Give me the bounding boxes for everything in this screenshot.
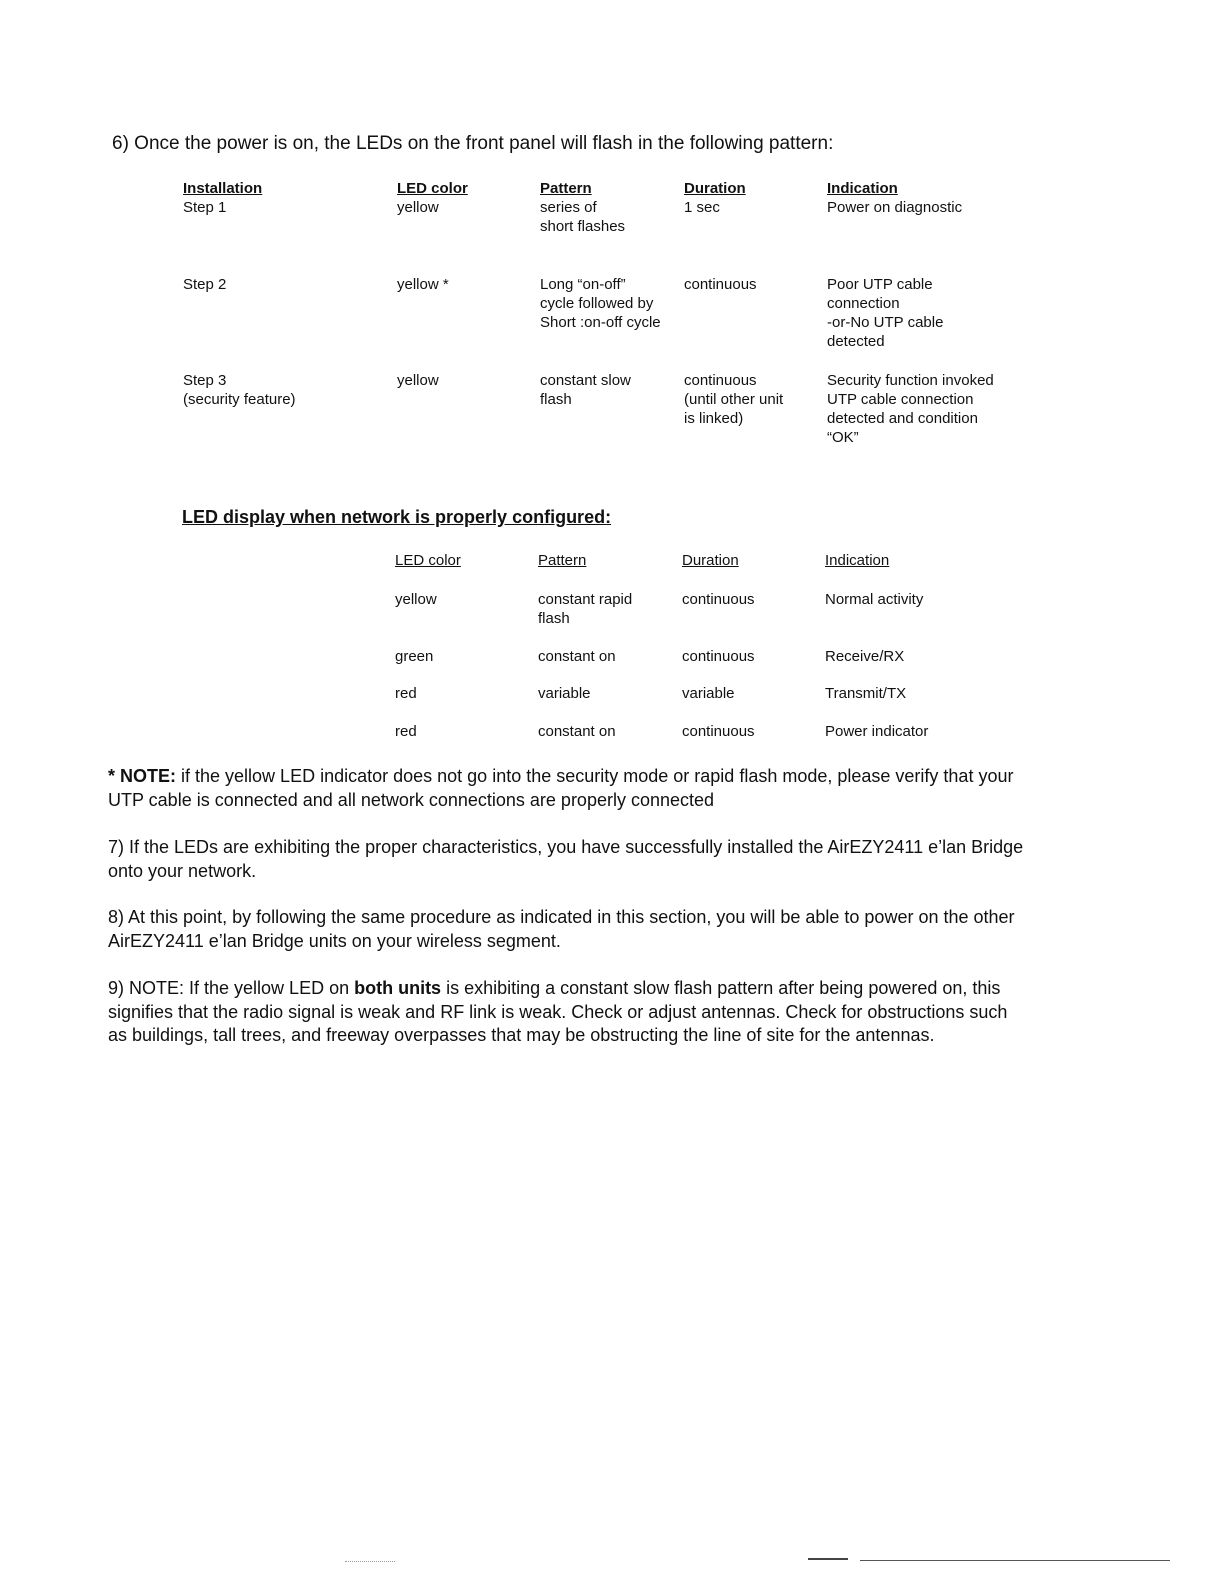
cell-color-line: green — [395, 648, 434, 665]
cell-color-line: red — [395, 685, 417, 702]
cell-step — [183, 371, 383, 409]
cell-pattern-line: series of — [540, 199, 597, 216]
cell-color — [395, 590, 525, 609]
cell-step-line: Step 2 — [183, 276, 227, 293]
cell-indication — [825, 590, 1025, 609]
footer-scan-mark — [345, 1561, 395, 1562]
cell-duration-line: (until other unit — [684, 391, 784, 408]
header-pattern: Pattern — [538, 552, 587, 569]
cell-indication — [825, 722, 1025, 741]
note-text: if the yellow LED indicator does not go into the security mode or rapid flash mode, please verify that your UTP cable is connected and all network connections are properly connected — [108, 766, 1014, 810]
note-paragraph — [108, 765, 1028, 812]
paragraph-9 — [108, 977, 1028, 1048]
cell-pattern-line: Short :on-off cycle — [540, 314, 661, 331]
cell-pattern-line: constant slow — [540, 372, 631, 389]
cell-indication-line: connection — [827, 295, 900, 312]
cell-indication-line: UTP cable connection — [827, 391, 974, 408]
cell-indication-line: Security function invoked — [827, 372, 994, 389]
cell-step — [183, 275, 383, 294]
network-section-title: LED display when network is properly configured: — [182, 507, 612, 527]
cell-duration-line: continuous — [684, 372, 757, 389]
cell-color-line: yellow — [397, 372, 439, 389]
paragraph-7: 7) If the LEDs are exhibiting the proper characteristics, you have successfully installed the AirEZY2411 e’lan Bridge onto your network. — [108, 837, 1024, 881]
para9-before: 9) NOTE: If the yellow LED on — [108, 978, 355, 998]
cell-pattern — [540, 198, 680, 236]
cell-pattern-line: flash — [538, 610, 570, 627]
cell-pattern-line: constant on — [538, 648, 616, 665]
cell-pattern — [540, 371, 680, 409]
header-installation: Installation — [183, 180, 263, 197]
cell-duration-line: continuous — [682, 723, 755, 740]
cell-pattern-line: constant rapid — [538, 591, 633, 608]
cell-indication — [825, 647, 1025, 666]
cell-duration — [682, 684, 812, 703]
cell-duration — [684, 275, 819, 294]
cell-indication-line: Power indicator — [825, 723, 929, 740]
cell-color — [397, 371, 527, 390]
intro-text: 6) Once the power is on, the LEDs on the front panel will flash in the following pattern: — [112, 133, 834, 154]
cell-indication — [827, 275, 1027, 351]
header-pattern: Pattern — [540, 180, 592, 197]
cell-indication-line: Transmit/TX — [825, 685, 907, 702]
cell-duration-line: continuous — [684, 276, 757, 293]
cell-step-line: Step 3 — [183, 372, 227, 389]
cell-indication-line: Receive/RX — [825, 648, 905, 665]
footer-rule — [860, 1560, 1170, 1561]
cell-pattern — [540, 275, 680, 332]
cell-duration — [684, 371, 819, 428]
cell-indication-line: detected — [827, 333, 885, 350]
cell-indication — [827, 198, 1027, 217]
cell-duration — [682, 647, 812, 666]
cell-color-line: yellow — [397, 199, 439, 216]
cell-indication-line: Power on diagnostic — [827, 199, 963, 216]
header-indication: Indication — [825, 552, 890, 569]
cell-pattern-line: constant on — [538, 723, 616, 740]
cell-step-line: (security feature) — [183, 391, 296, 408]
header-led-color: LED color — [397, 180, 468, 197]
cell-pattern-line: Long “on-off” — [540, 276, 626, 293]
header-duration: Duration — [682, 552, 739, 569]
cell-color — [395, 647, 525, 666]
para9-after: is exhibiting a constant slow flash pattern after being powered on, this signifies that the radio signal is weak and RF link is weak. Check or adjust antennas. Check for obstructions such as buildings, tall trees, and freeway overpasses that may be obstructing the line of site for the antennas. — [108, 978, 1008, 1045]
cell-duration-line: 1 sec — [684, 199, 720, 216]
header-duration: Duration — [684, 180, 746, 197]
header-led-color: LED color — [395, 552, 461, 569]
cell-pattern-line: cycle followed by — [540, 295, 654, 312]
cell-color — [395, 684, 525, 703]
header-indication: Indication — [827, 180, 898, 197]
cell-step — [183, 198, 383, 217]
cell-pattern-line: flash — [540, 391, 572, 408]
para9-bold: both units — [354, 978, 442, 998]
cell-indication — [827, 371, 1027, 447]
cell-pattern — [538, 647, 668, 666]
cell-duration — [684, 198, 819, 217]
cell-color-line: red — [395, 723, 417, 740]
cell-color — [397, 275, 527, 294]
cell-pattern-line: variable — [538, 685, 591, 702]
cell-indication-line: Normal activity — [825, 591, 924, 608]
cell-indication-line: “OK” — [827, 429, 859, 446]
cell-step-line: Step 1 — [183, 199, 227, 216]
cell-indication — [825, 684, 1025, 703]
cell-duration-line: continuous — [682, 591, 755, 608]
cell-indication-line: Poor UTP cable — [827, 276, 933, 293]
note-label: * NOTE: — [108, 766, 177, 786]
cell-indication-line: detected and condition — [827, 410, 978, 427]
cell-color — [395, 722, 525, 741]
cell-duration-line: continuous — [682, 648, 755, 665]
cell-pattern — [538, 722, 668, 741]
cell-color-line: yellow — [395, 591, 437, 608]
cell-color — [397, 198, 527, 217]
cell-duration — [682, 722, 812, 741]
paragraph-8: 8) At this point, by following the same procedure as indicated in this section, you will be able to power on the other AirEZY2411 e’lan Bridge units on your wireless segment. — [108, 907, 1015, 951]
cell-pattern-line: short flashes — [540, 218, 626, 235]
cell-indication-line: -or-No UTP cable — [827, 314, 944, 331]
cell-pattern — [538, 590, 668, 628]
cell-pattern — [538, 684, 668, 703]
cell-duration-line: variable — [682, 685, 735, 702]
footer-scan-mark — [808, 1558, 848, 1560]
cell-color-line: yellow * — [397, 276, 449, 293]
cell-duration-line: is linked) — [684, 410, 744, 427]
cell-duration — [682, 590, 812, 609]
